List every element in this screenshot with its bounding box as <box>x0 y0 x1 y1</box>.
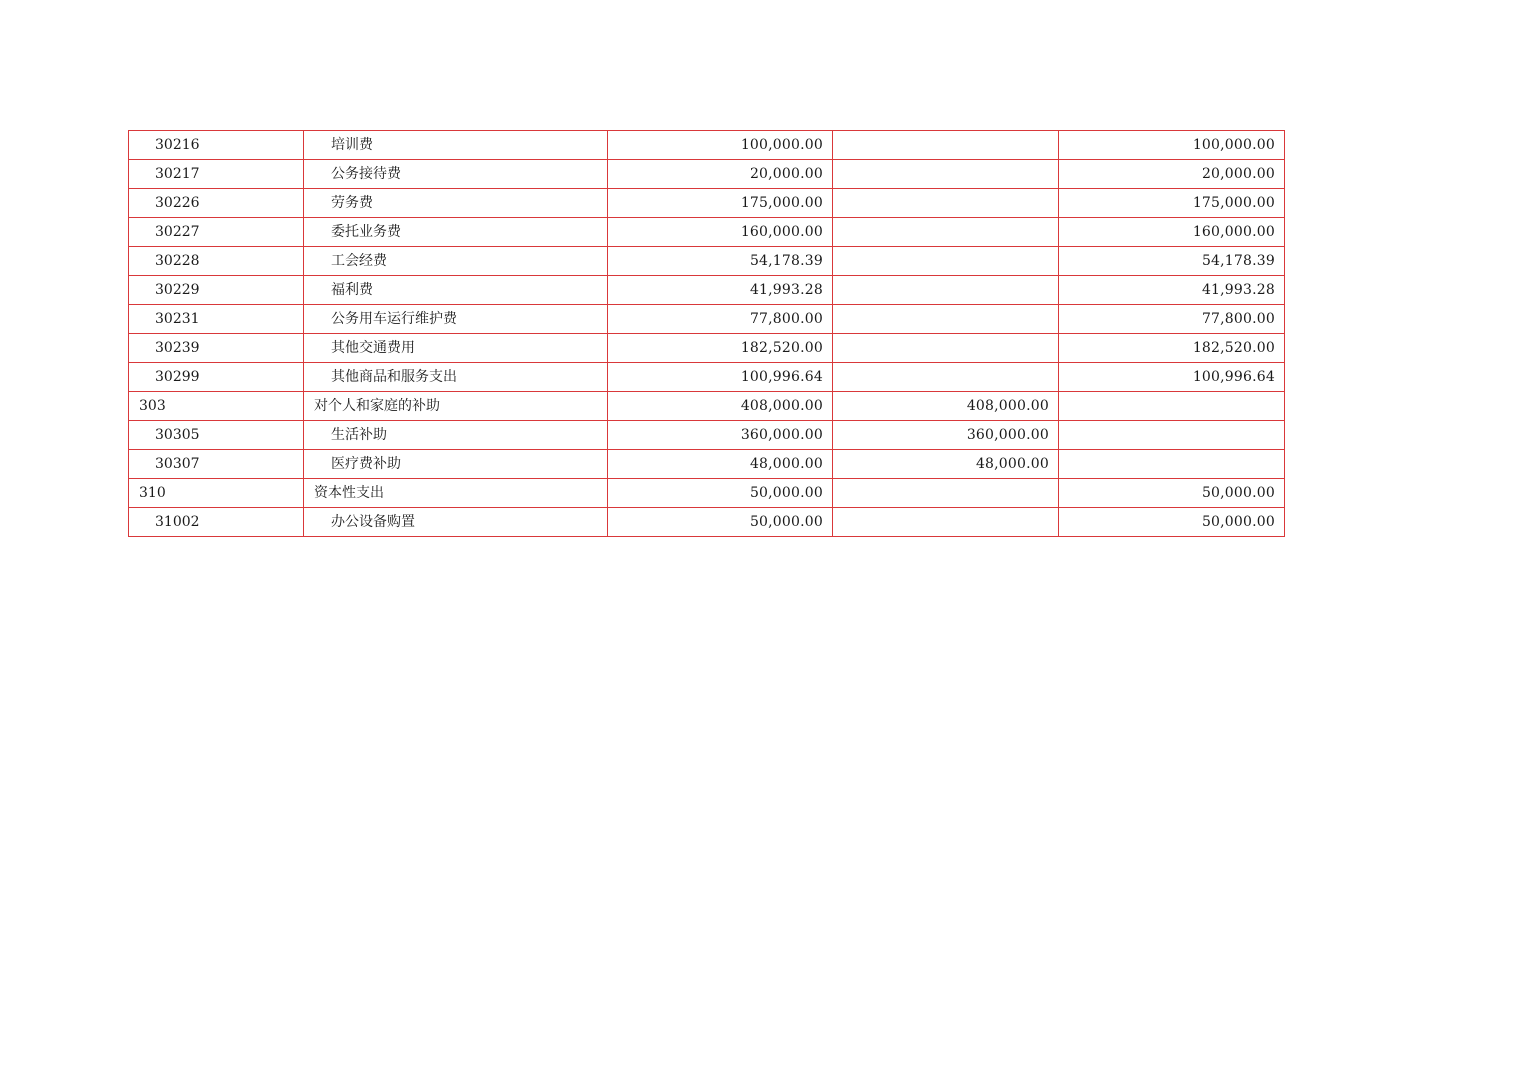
account-name-cell: 委托业务费 <box>304 218 608 247</box>
table-row <box>129 305 1285 334</box>
project-expenditure-cell: 160,000.00 <box>1059 218 1285 247</box>
account-code-cell: 30231 <box>129 305 304 334</box>
account-code-cell: 30228 <box>129 247 304 276</box>
project-expenditure-cell: 41,993.28 <box>1059 276 1285 305</box>
table-row <box>129 189 1285 218</box>
total-amount-cell: 100,000.00 <box>608 131 833 160</box>
project-expenditure-cell: 54,178.39 <box>1059 247 1285 276</box>
table-row <box>129 479 1285 508</box>
total-amount-cell: 50,000.00 <box>608 508 833 537</box>
total-amount-cell: 20,000.00 <box>608 160 833 189</box>
project-expenditure-cell: 175,000.00 <box>1059 189 1285 218</box>
project-expenditure-cell <box>1059 421 1285 450</box>
project-expenditure-cell: 20,000.00 <box>1059 160 1285 189</box>
account-code-cell: 30239 <box>129 334 304 363</box>
basic-expenditure-cell <box>833 305 1059 334</box>
account-name-cell: 公务用车运行维护费 <box>304 305 608 334</box>
project-expenditure-cell: 100,996.64 <box>1059 363 1285 392</box>
basic-expenditure-cell <box>833 334 1059 363</box>
total-amount-cell: 54,178.39 <box>608 247 833 276</box>
basic-expenditure-cell: 48,000.00 <box>833 450 1059 479</box>
total-amount-cell: 100,996.64 <box>608 363 833 392</box>
table-row <box>129 508 1285 537</box>
basic-expenditure-cell <box>833 479 1059 508</box>
account-name-cell: 资本性支出 <box>304 479 608 508</box>
table-row <box>129 392 1285 421</box>
table-row <box>129 334 1285 363</box>
account-name-cell: 其他交通费用 <box>304 334 608 363</box>
basic-expenditure-cell <box>833 218 1059 247</box>
basic-expenditure-cell <box>833 247 1059 276</box>
account-code-cell: 30216 <box>129 131 304 160</box>
total-amount-cell: 48,000.00 <box>608 450 833 479</box>
basic-expenditure-cell <box>833 189 1059 218</box>
table-row <box>129 160 1285 189</box>
project-expenditure-cell: 100,000.00 <box>1059 131 1285 160</box>
expenditure-table <box>128 130 1285 537</box>
table-row <box>129 276 1285 305</box>
total-amount-cell: 77,800.00 <box>608 305 833 334</box>
account-name-cell: 工会经费 <box>304 247 608 276</box>
total-amount-cell: 50,000.00 <box>608 479 833 508</box>
table-row <box>129 247 1285 276</box>
total-amount-cell: 160,000.00 <box>608 218 833 247</box>
account-name-cell: 生活补助 <box>304 421 608 450</box>
account-code-cell: 30307 <box>129 450 304 479</box>
account-code-cell: 303 <box>129 392 304 421</box>
account-name-cell: 医疗费补助 <box>304 450 608 479</box>
account-code-cell: 30305 <box>129 421 304 450</box>
account-code-cell: 30226 <box>129 189 304 218</box>
table-row <box>129 450 1285 479</box>
basic-expenditure-cell <box>833 363 1059 392</box>
account-code-cell: 30229 <box>129 276 304 305</box>
table-row <box>129 131 1285 160</box>
account-code-cell: 30299 <box>129 363 304 392</box>
project-expenditure-cell: 182,520.00 <box>1059 334 1285 363</box>
account-name-cell: 对个人和家庭的补助 <box>304 392 608 421</box>
table-row <box>129 421 1285 450</box>
project-expenditure-cell <box>1059 450 1285 479</box>
basic-expenditure-cell <box>833 508 1059 537</box>
budget-sheet <box>128 130 1284 537</box>
total-amount-cell: 408,000.00 <box>608 392 833 421</box>
basic-expenditure-cell <box>833 276 1059 305</box>
account-code-cell: 31002 <box>129 508 304 537</box>
account-code-cell: 30217 <box>129 160 304 189</box>
project-expenditure-cell: 50,000.00 <box>1059 508 1285 537</box>
account-name-cell: 公务接待费 <box>304 160 608 189</box>
account-name-cell: 其他商品和服务支出 <box>304 363 608 392</box>
total-amount-cell: 182,520.00 <box>608 334 833 363</box>
basic-expenditure-cell: 408,000.00 <box>833 392 1059 421</box>
total-amount-cell: 360,000.00 <box>608 421 833 450</box>
account-code-cell: 30227 <box>129 218 304 247</box>
project-expenditure-cell: 77,800.00 <box>1059 305 1285 334</box>
basic-expenditure-cell <box>833 131 1059 160</box>
project-expenditure-cell: 50,000.00 <box>1059 479 1285 508</box>
total-amount-cell: 175,000.00 <box>608 189 833 218</box>
table-row <box>129 363 1285 392</box>
account-name-cell: 福利费 <box>304 276 608 305</box>
project-expenditure-cell <box>1059 392 1285 421</box>
table-body <box>129 131 1285 537</box>
table-row <box>129 218 1285 247</box>
total-amount-cell: 41,993.28 <box>608 276 833 305</box>
account-name-cell: 劳务费 <box>304 189 608 218</box>
basic-expenditure-cell: 360,000.00 <box>833 421 1059 450</box>
account-name-cell: 办公设备购置 <box>304 508 608 537</box>
basic-expenditure-cell <box>833 160 1059 189</box>
account-code-cell: 310 <box>129 479 304 508</box>
account-name-cell: 培训费 <box>304 131 608 160</box>
